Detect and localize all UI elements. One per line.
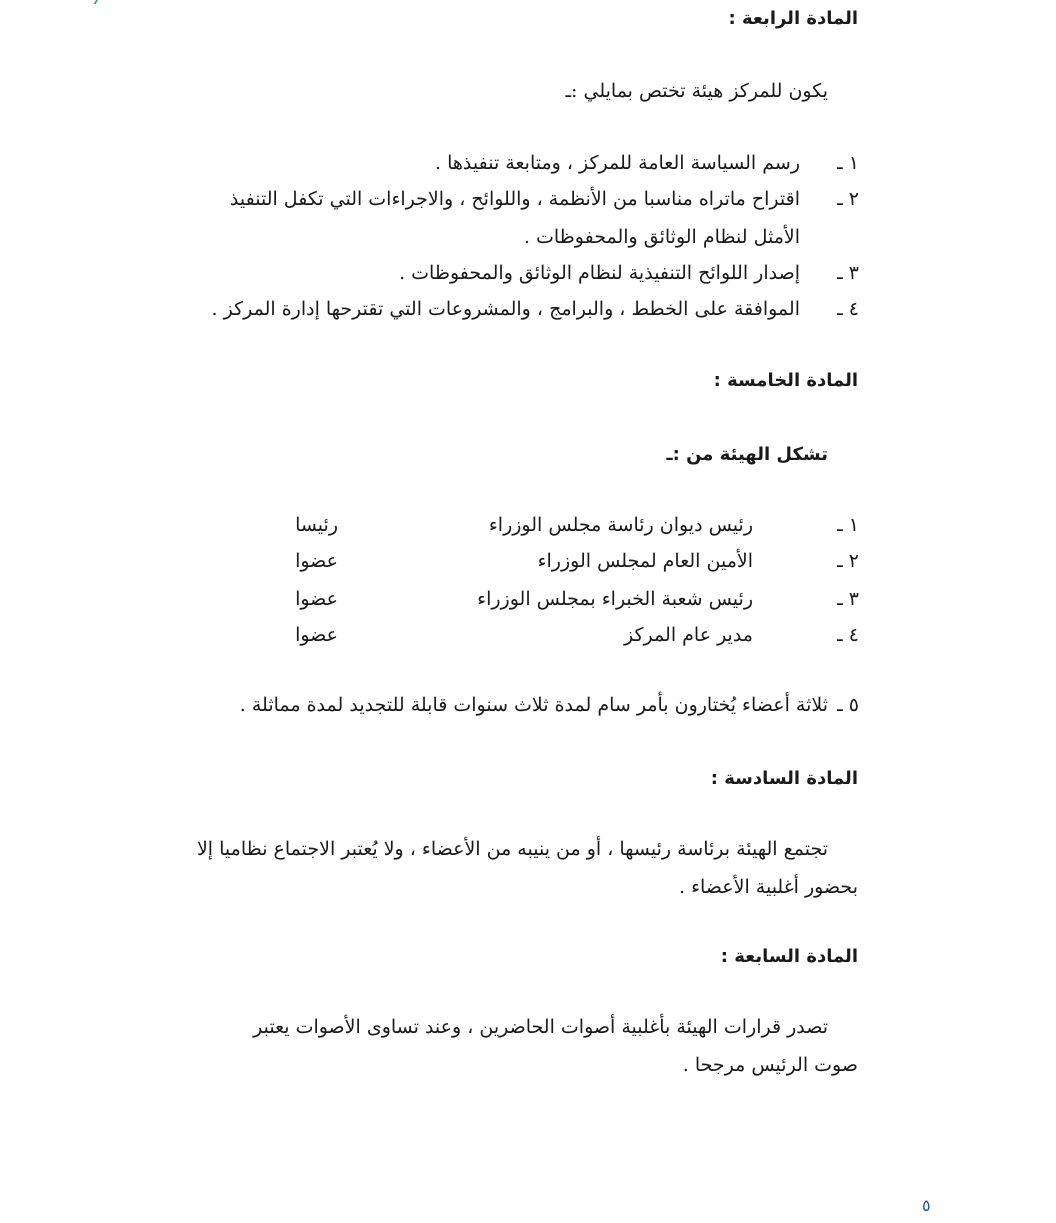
member-number: ٢ ـ (837, 550, 859, 572)
member-number: ١ ـ (837, 514, 859, 536)
item-number: ٤ ـ (837, 298, 859, 320)
article-6-heading: المادة السادسة : (710, 768, 858, 789)
member-title: رئيس ديوان رئاسة مجلس الوزراء (488, 514, 753, 536)
member-title: مدير عام المركز (624, 624, 753, 646)
article-7-text-line-2: صوت الرئيس مرجحا . (682, 1054, 858, 1076)
item-text: إصدار اللوائح التنفيذية لنظام الوثائق والمحفوظات . (399, 262, 800, 284)
member-title: الأمين العام لمجلس الوزراء (537, 550, 753, 572)
item-text: اقتراح ماتراه مناسبا من الأنظمة ، واللوائح ، والاجراءات التي تكفل التنفيذ (229, 188, 800, 210)
article-7-text-line-1: تصدر قرارات الهيئة بأغلبية أصوات الحاضرين ، وعند تساوى الأصوات يعتبر (253, 1016, 828, 1038)
article-7-heading: المادة السابعة : (720, 946, 858, 967)
item-text: رسم السياسة العامة للمركز ، ومتابعة تنفيذها . (435, 152, 800, 174)
item-text: ثلاثة أعضاء يُختارون بأمر سام لمدة ثلاث سنوات قابلة للتجديد لمدة مماثلة . (239, 694, 828, 716)
article-4-heading: المادة الرابعة : (728, 8, 858, 29)
page-number: ٥ (922, 1196, 931, 1215)
item-text-continued: الأمثل لنظام الوثائق والمحفوظات . (523, 226, 800, 248)
member-role: رئيسا (295, 514, 338, 536)
item-number: ٣ ـ (837, 262, 859, 284)
item-number: ١ ـ (837, 152, 859, 174)
member-role: عضوا (295, 550, 338, 572)
item-text: الموافقة على الخطط ، والبرامج ، والمشروعات التي تقترحها إدارة المركز . (211, 298, 800, 320)
article-6-text-line-2: بحضور أغلبية الأعضاء . (679, 876, 858, 898)
item-number: ٢ ـ (837, 188, 859, 210)
article-6-text-line-1: تجتمع الهيئة برئاسة رئيسها ، أو من ينيبه من الأعضاء ، ولا يُعتبر الاجتماع نظاميا إلا (196, 838, 828, 860)
corner-mark (94, 0, 115, 4)
article-4-intro: يكون للمركز هيئة تختص بمايلي :ـ (565, 80, 828, 102)
article-5-intro: تشكل الهيئة من :ـ (666, 444, 828, 465)
member-role: عضوا (295, 588, 338, 610)
item-number: ٥ ـ (837, 694, 859, 716)
article-5-heading: المادة الخامسة : (713, 370, 858, 391)
member-number: ٣ ـ (837, 588, 859, 610)
member-title: رئيس شعبة الخبراء بمجلس الوزراء (477, 588, 753, 610)
member-number: ٤ ـ (837, 624, 859, 646)
member-role: عضوا (295, 624, 338, 646)
